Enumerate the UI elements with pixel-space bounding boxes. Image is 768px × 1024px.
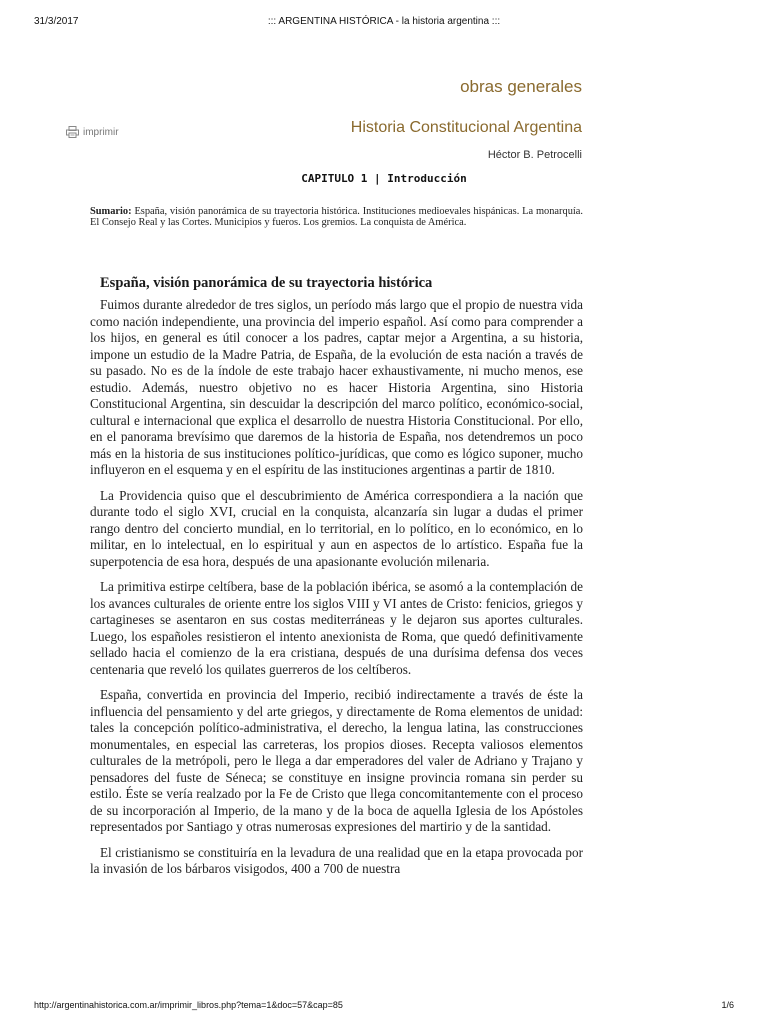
paragraph: El cristianismo se constituiría en la levadura de una realidad que en la etapa provocada por la invasión de los bárbaros visigodos, 400 a 700 de nuestra [90, 844, 583, 876]
print-button[interactable] [66, 126, 119, 138]
page-number: 1/6 [721, 1000, 734, 1010]
section-heading: España, visión panorámica de su trayectoria histórica [100, 275, 433, 291]
paragraph: Fuimos durante alrededor de tres siglos, un período más largo que el propio de nuestra vida como nación independiente, una provincia del imperio español. Así como para comprender a los hijos, en general es útil conocer a los padres, captar mejor a Argentina, a su historia, impone un estudio de la Madre Patria, de España, de la evolución de esta nación a través de su pasado. No es de la índole de este trabajo hacer exhaustivamente, ni mucho menos, ese estudio. Además, nuestro objetivo no es hacer Historia Argentina, sino Historia Constitucional Argentina, sin descuidar la descripción del marco político, económico-social, cultural e internacional que explica el desarrollo de nuestra Historia Constitucional. Por ello, en el panorama brevísimo que daremos de la historia de España, nos detendremos un poco más en la historia de sus instituciones político-jurídicas, que como es lógico suponer, mucho influyeron en el esquema y en el espíritu de las instituciones argentinas a partir de 1810. [90, 297, 583, 477]
paragraph: La primitiva estirpe celtíbera, base de la población ibérica, se asomó a la contemplación de los avances culturales de oriente entre los siglos VIII y VI antes de Cristo: fenicios, griegos y cartagineses se asentaron en sus costas mediterráneas y le dejaron sus aportes culturales. Luego, los españoles resistieron el intento anexionista de Roma, que quedó definitivamente sellado hacia el comienzo de la era cristiana, después de una durísima defensa dos veces centenaria que reveló los quilates guerreros de los celtíberos. [90, 579, 583, 677]
print-date: 31/3/2017 [34, 16, 79, 27]
summary-label: Sumario: [90, 206, 132, 217]
chapter-content [90, 275, 583, 887]
print-url: http://argentinahistorica.com.ar/imprimir_libros.php?tema=1&doc=57&cap=85 [34, 1000, 343, 1010]
chapter-summary [90, 207, 583, 228]
section-label[interactable]: obras generales [460, 77, 582, 96]
chapter-title: CAPITULO 1 | Introducción [301, 172, 467, 185]
book-author: Héctor B. Petrocelli [487, 149, 582, 161]
print-label: imprimir [83, 126, 119, 138]
summary-text: España, visión panorámica de su trayectoria histórica. Instituciones medioevales hispánicas. La monarquía. El Consejo Real y las Cortes. Municipios y fueros. Los gremios. La conquista de América. [90, 206, 583, 228]
print-page-title: ::: ARGENTINA HISTÓRICA - la historia argentina ::: [267, 16, 501, 27]
paragraph: La Providencia quiso que el descubrimiento de América correspondiera a la nación que durante todo el siglo XVI, crucial en la conquista, alcanzaría sin lugar a dudas el primer rango dentro del concierto mundial, en lo territorial, en lo político, en lo económico, en lo militar, en lo intelectual, en lo espiritual y aun en aspectos de lo artístico. España fue la superpotencia de esa hora, después de una apasionante evolución milenaria. [90, 487, 583, 569]
paragraph: España, convertida en provincia del Imperio, recibió indirectamente a través de éste la influencia del pensamiento y del arte griegos, y directamente de Roma elementos de unidad: tales la concepción político-administrativa, el derecho, la lengua latina, las construcciones monumentales, en especial las carreteras, los propios dioses. Recepta valiosos elementos culturales de la metrópoli, pero le llega a dar emperadores del valer de Adriano y Trajano y pensadores del fuste de Séneca; se constituye en insigne provincia romana sin perder su estilo. Éste se vería realzado por la Fe de Cristo que llega concomitantemente con el proceso de su incorporación al Imperio, de la mano y de la boca de aquella Iglesia de los Apóstoles representados por Santiago y otras numerosas expresiones del martirio y de la santidad. [90, 687, 583, 834]
printer-icon [66, 126, 79, 138]
book-title: Historia Constitucional Argentina [350, 119, 582, 136]
